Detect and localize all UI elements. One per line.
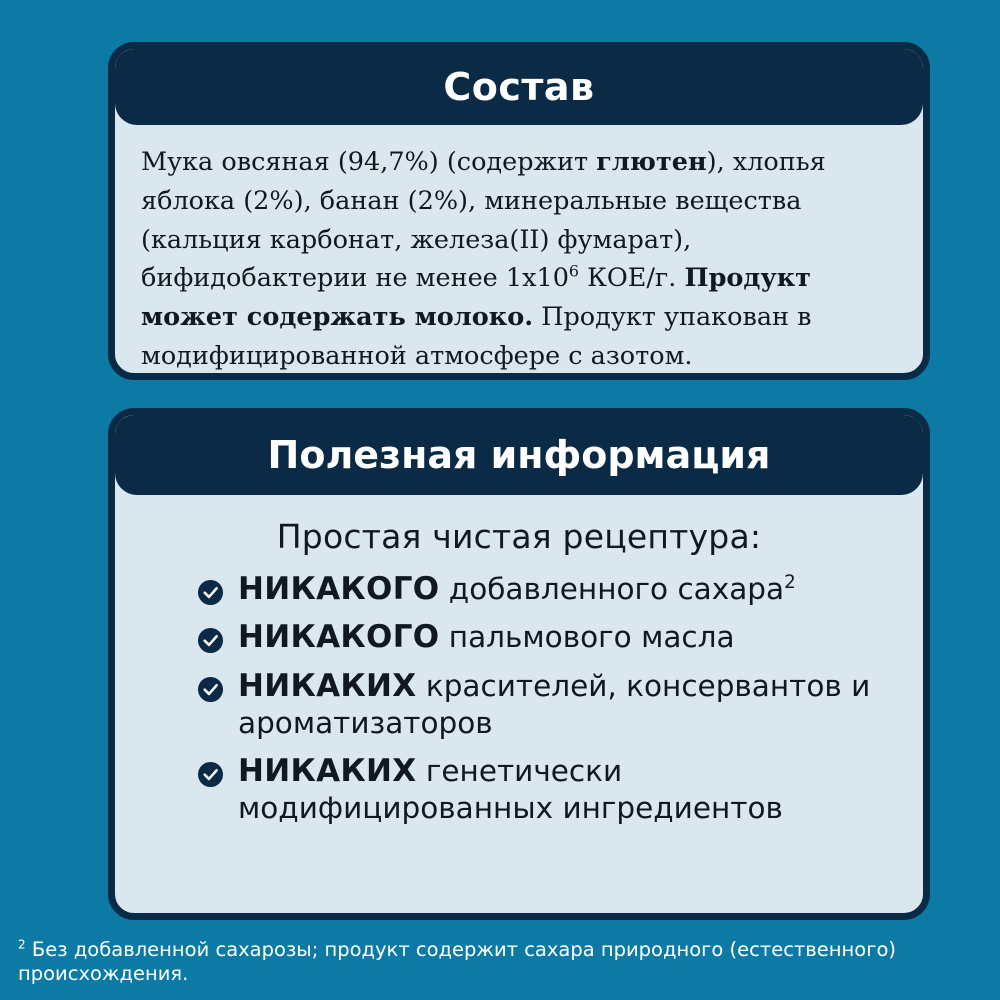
composition-card [108, 42, 930, 380]
footnote-text: Без добавленной сахарозы; продукт содержит сахара природного (естественного) происхождения. [18, 938, 896, 986]
footnote-marker: 2 [18, 937, 26, 952]
claim-rest: пальмового масла [439, 620, 735, 655]
claim-text [238, 570, 796, 608]
composition-text [115, 125, 923, 376]
claims-list [145, 570, 893, 827]
composition-text-part-4: Продукт упакован в модифицированной атмосфере с азотом. [141, 302, 812, 371]
claim-footnote-marker: 2 [784, 572, 796, 594]
claim-text [238, 752, 893, 827]
useful-information-card [108, 408, 930, 920]
list-item [197, 570, 893, 608]
useful-information-body [115, 495, 923, 827]
list-item [197, 752, 893, 827]
composition-text-part-3: КОЕ/г. [578, 263, 685, 294]
useful-information-title: Полезная информация [115, 415, 923, 495]
footnote [18, 938, 982, 987]
claim-strong: НИКАКОГО [238, 619, 440, 656]
claim-text [238, 618, 735, 656]
composition-superscript: 6 [568, 261, 579, 281]
claim-strong: НИКАКОГО [238, 571, 440, 607]
composition-bold-gluten: глютен [596, 147, 707, 177]
composition-bold-milk-warning: Продукт может содержать молоко. [141, 263, 811, 332]
check-circle-icon [197, 627, 224, 654]
list-item [197, 667, 893, 742]
check-circle-icon [197, 579, 224, 606]
recipe-lead-text: Простая чистая рецептура: [276, 517, 762, 556]
claim-text [238, 667, 893, 742]
composition-text-part-2: ), хлопья яблока (2%), банан (2%), минеральные вещества (кальция карбонат, железа(II) фумарат), бифидобактерии не менее 1х10 [141, 147, 826, 294]
claim-strong: НИКАКИХ [238, 752, 417, 789]
claim-rest: красителей, консервантов и ароматизаторов [238, 668, 871, 741]
check-circle-icon [197, 761, 224, 788]
claim-rest: добавленного сахара [439, 572, 785, 606]
composition-text-part-1: Мука овсяная (94,7%) (содержит [141, 147, 597, 177]
composition-title: Состав [115, 49, 923, 125]
claim-rest: генетически модифицированных ингредиентов [238, 753, 783, 826]
list-item [197, 618, 893, 656]
claim-strong: НИКАКИХ [238, 667, 417, 704]
check-circle-icon [197, 676, 224, 703]
